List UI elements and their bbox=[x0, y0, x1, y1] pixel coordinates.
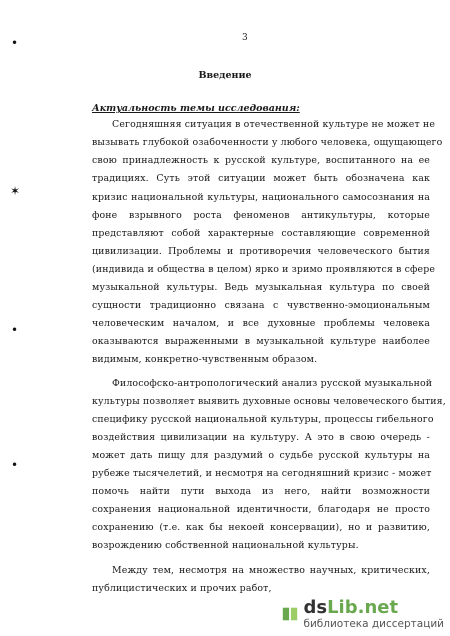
text-line: сохранения национальной идентичности, благодаря не просто bbox=[92, 504, 430, 515]
section-subtitle: Актуальность темы исследования: bbox=[92, 103, 300, 114]
scan-mark: • bbox=[11, 323, 19, 337]
text-line: сохранению (т.е. как бы некоей консервации), но и развитию, bbox=[92, 522, 430, 533]
text-line: публицистических и прочих работ, bbox=[92, 583, 272, 594]
logo-suffix: Lib.net bbox=[327, 597, 399, 618]
text-line: Сегодняшняя ситуация в отечественной культуре не может не bbox=[112, 119, 436, 130]
text-line: сущности традиционно связана с чувственно-эмоциональным bbox=[92, 300, 430, 311]
text-line: музыкальной культуры. Ведь музыкальная культура по своей bbox=[92, 282, 430, 293]
text-line: оказываются выраженными в музыкальной культуре наиболее bbox=[92, 336, 430, 347]
text-line: Между тем, несмотря на множество научных, критических, bbox=[112, 565, 430, 576]
text-line: представляют собой характерные составляющие современной bbox=[92, 228, 430, 239]
text-line: цивилизации. Проблемы и противоречия человеческого бытия bbox=[92, 246, 430, 257]
text-line: свою принадлежность к русской культуре, воспитанного на ее bbox=[92, 155, 430, 166]
watermark-logo bbox=[303, 597, 444, 618]
watermark bbox=[281, 597, 444, 630]
text-line: воздействия цивилизации на культуру. А это в свою очередь - bbox=[92, 432, 430, 443]
text-line: человеческим началом, и все духовные проблемы человека bbox=[92, 318, 430, 329]
text-line: специфику русской национальной культуры, процессы гибельного bbox=[92, 414, 434, 425]
text-line: культуры позволяет выявить духовные основы человеческого бытия, bbox=[92, 396, 446, 407]
text-line: рубеже тысячелетий, и несмотря на сегодняшний кризис - может bbox=[92, 468, 432, 479]
text-line: может дать пищу для раздумий о судьбе русской культуры на bbox=[92, 450, 430, 461]
watermark-caption: библиотека диссертаций bbox=[303, 618, 444, 630]
page-title: Введение bbox=[198, 70, 252, 81]
text-line: видимым, конкретно-чувственным образом. bbox=[92, 354, 318, 365]
page-number: 3 bbox=[242, 33, 248, 43]
text-line: помочь найти пути выхода из него, найти возможности bbox=[92, 486, 430, 497]
scan-mark: • bbox=[11, 458, 19, 472]
text-line: традициях. Суть этой ситуации может быть обозначена как bbox=[92, 173, 430, 184]
scan-mark: ✶ bbox=[10, 184, 21, 198]
logo-prefix: ds bbox=[303, 597, 328, 618]
text-line: кризис национальной культуры, национального самосознания на bbox=[92, 192, 430, 203]
text-line: фоне взрывного роста феноменов антикультуры, которые bbox=[92, 210, 430, 221]
text-line: вызывать глубокой озабоченности у любого человека, ощущающего bbox=[92, 137, 443, 148]
book-icon bbox=[281, 605, 299, 623]
text-line: Философско-антропологический анализ русской музыкальной bbox=[112, 378, 433, 389]
text-line: возрождению собственной национальной культуры. bbox=[92, 540, 359, 551]
scan-mark: • bbox=[11, 36, 19, 50]
text-line: (индивида и общества в целом) ярко и зримо проявляются в сфере bbox=[92, 264, 436, 275]
